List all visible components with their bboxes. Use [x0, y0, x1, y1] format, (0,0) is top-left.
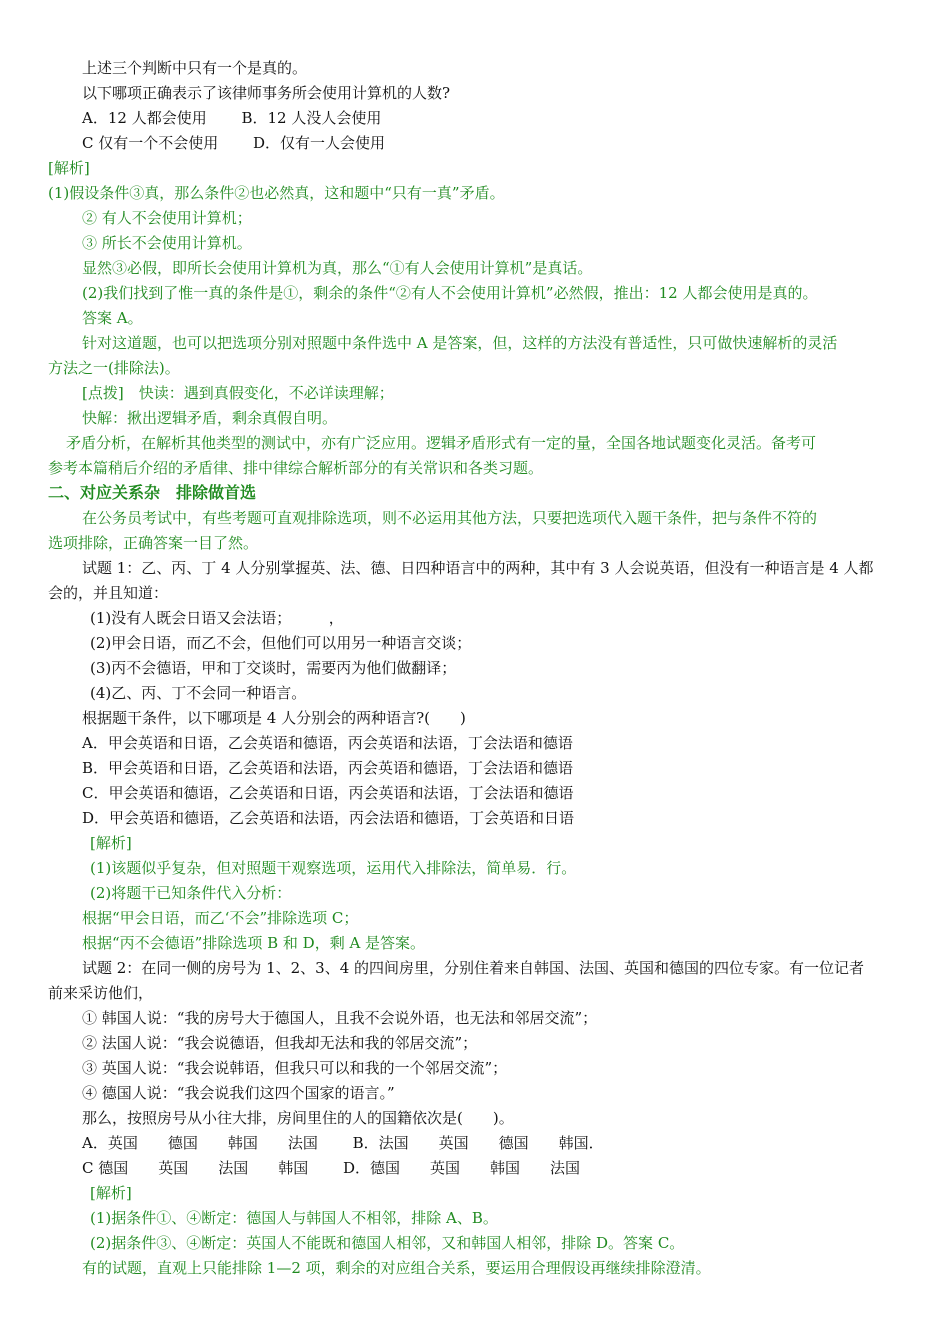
- text-line: 方法之一(排除法)。: [48, 359, 180, 377]
- text-line: 根据“甲会日语，而乙‘不会”排除选项 C；: [82, 909, 359, 927]
- analysis-label: [解析]: [90, 834, 132, 852]
- statement-line: ② 法国人说：“我会说德语，但我却无法和我的邻居交流”；: [82, 1034, 478, 1052]
- text-line: 在公务员考试中，有些考题可直观排除选项，则不必运用其他方法，只要把选项代入题干条件，把与条件不符的: [82, 509, 818, 527]
- statement-line: ① 韩国人说：“我的房号大于德国人，且我不会说外语，也无法和邻居交流”；: [82, 1009, 598, 1027]
- text-line: 上述三个判断中只有一个是真的。: [82, 59, 308, 77]
- text-line: C 仅有一个不会使用 D．仅有一人会使用: [82, 134, 386, 152]
- text-line: (2)将题干已知条件代入分析：: [90, 884, 292, 902]
- text-line: 前来采访他们，: [48, 984, 154, 1002]
- text-line: (2)据条件③、④断定：英国人不能既和德国人相邻，又和韩国人相邻，排除 D。答案 C。: [90, 1234, 685, 1252]
- statement-line: ④ 德国人说：“我会说我们这四个国家的语言。”: [82, 1084, 395, 1102]
- text-line: ③ 所长不会使用计算机。: [82, 234, 252, 252]
- option-line: C．甲会英语和德语，乙会英语和日语，丙会英语和法语，丁会法语和德语: [82, 784, 574, 802]
- text-line: 有的试题，直观上只能排除 1—2 项，剩余的对应组合关系，要运用合理假设再继续排除澄清。: [82, 1259, 711, 1277]
- text-line: 快解：揪出逻辑矛盾，剩余真假自明。: [82, 409, 338, 427]
- text-line: 显然③必假，即所长会使用计算机为真，那么“①有人会使用计算机”是真话。: [82, 259, 593, 277]
- condition-line: (3)丙不会德语，甲和丁交谈时，需要丙为他们做翻译；: [90, 659, 457, 677]
- text-line: 答案 A。: [82, 309, 143, 327]
- condition-line: (2)甲会日语，而乙不会，但他们可以用另一种语言交谈；: [90, 634, 472, 652]
- text-line: ② 有人不会使用计算机；: [82, 209, 252, 227]
- analysis-label: [解析]: [90, 1184, 132, 1202]
- option-line: C 德国 英国 法国 韩国 D．德国 英国 韩国 法国: [82, 1159, 581, 1177]
- text-line: (1)假设条件③真，那么条件②也必然真，这和题中“只有一真”矛盾。: [48, 184, 505, 202]
- text-line: 参考本篇稍后介绍的矛盾律、排中律综合解析部分的有关常识和各类习题。: [48, 459, 544, 477]
- text-line: 以下哪项正确表示了该律师事务所会使用计算机的人数?: [82, 84, 451, 102]
- text-line: 会的，并且知道：: [48, 584, 169, 602]
- text-line: 根据题干条件，以下哪项是 4 人分别会的两种语言?( ): [82, 709, 466, 727]
- statement-line: ③ 英国人说：“我会说韩语，但我只可以和我的一个邻居交流”；: [82, 1059, 508, 1077]
- text-line: (1)据条件①、④断定：德国人与韩国人不相邻，排除 A、B。: [90, 1209, 498, 1227]
- text-line: 那么，按照房号从小往大排，房间里住的人的国籍依次是( )。: [82, 1109, 514, 1127]
- condition-line: (4)乙、丙、丁不会同一种语言。: [90, 684, 307, 702]
- question-line: 试题 1：乙、丙、丁 4 人分别掌握英、法、德、日四种语言中的两种，其中有 3 人会说英语，但没有一种语言是 4 人都: [82, 559, 874, 577]
- text-line: 矛盾分析，在解析其他类型的测试中，亦有广泛应用。逻辑矛盾形式有一定的量，全国各地试题变化灵活。备考可: [66, 434, 817, 452]
- condition-line: (1)没有人既会日语又会法语； ，: [90, 609, 344, 627]
- analysis-label: [解析]: [48, 159, 90, 177]
- text-line: A．12 人都会使用 B．12 人没人会使用: [82, 109, 382, 127]
- tip-label: [点拨] 快读：遇到真假变化，不必详读理解；: [82, 384, 394, 402]
- text-line: 针对这道题，也可以把选项分别对照题中条件选中 A 是答案，但，这样的方法没有普适性，只可做快速解析的灵活: [82, 334, 838, 352]
- text-line: (1)该题似乎复杂，但对照题干观察选项，运用代入排除法，简单易．行。: [90, 859, 577, 877]
- text-line: (2)我们找到了惟一真的条件是①，剩余的条件“②有人不会使用计算机”必然假，推出：12 人都会使用是真的。: [82, 284, 818, 302]
- section-heading: 二、对应关系杂 排除做首选: [48, 483, 257, 502]
- text-line: 选项排除，正确答案一目了然。: [48, 534, 259, 552]
- option-line: A．甲会英语和日语，乙会英语和德语，丙会英语和法语，丁会法语和德语: [82, 734, 573, 752]
- option-line: B．甲会英语和日语，乙会英语和法语，丙会英语和德语，丁会法语和德语: [82, 759, 574, 777]
- question-line: 试题 2：在同一侧的房号为 1、2、3、4 的四间房里，分别住着来自韩国、法国、英国和德国的四位专家。有一位记者: [82, 959, 865, 977]
- text-line: 根据“丙不会德语”排除选项 B 和 D，剩 A 是答案。: [82, 934, 426, 952]
- option-line: D．甲会英语和德语，乙会英语和法语，丙会法语和德语，丁会英语和日语: [82, 809, 575, 827]
- option-line: A．英国 德国 韩国 法国 B．法国 英国 德国 韩国．: [82, 1134, 604, 1152]
